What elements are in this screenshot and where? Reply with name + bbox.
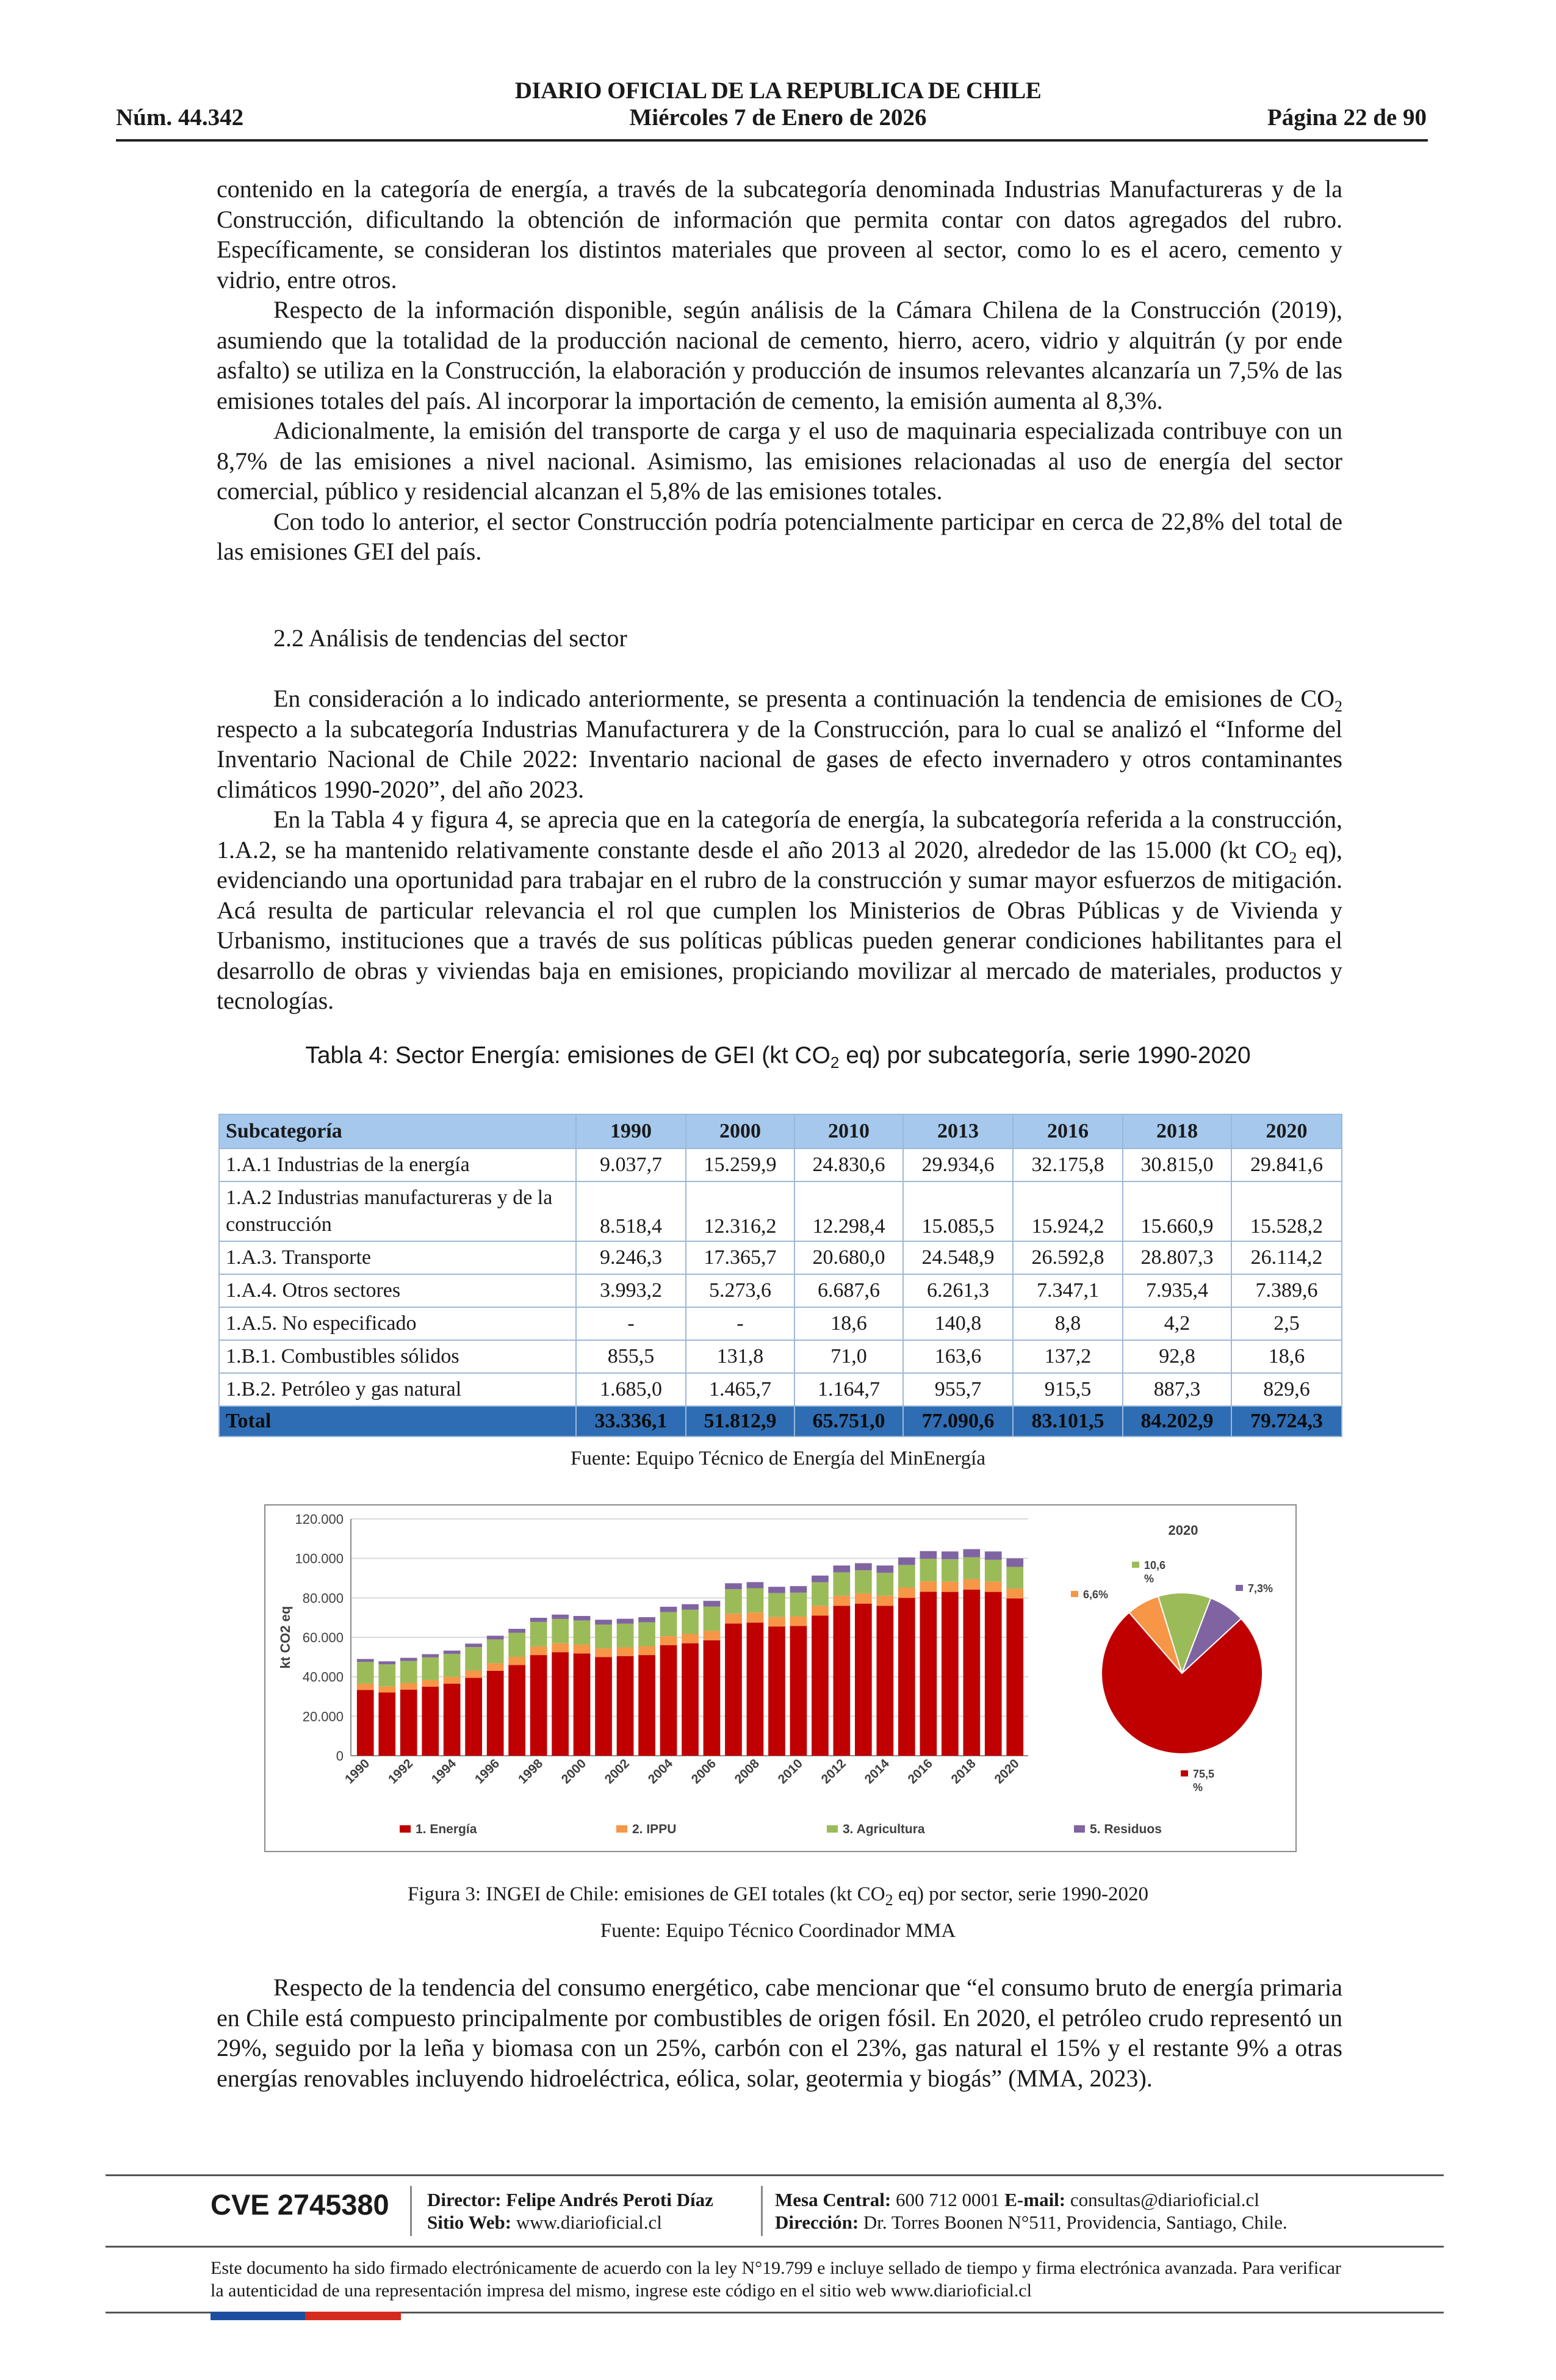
bar-segment	[1006, 1567, 1023, 1589]
x-tick-label: 1990	[342, 1756, 373, 1787]
footer-divider	[106, 2246, 1444, 2248]
bar-segment	[357, 1662, 374, 1684]
pie-legend-swatch	[1071, 1591, 1078, 1597]
bar-segment	[378, 1664, 395, 1686]
bar-segment	[725, 1623, 742, 1756]
bar-segment	[487, 1671, 504, 1756]
bar-segment	[812, 1615, 829, 1756]
legend-swatch	[1074, 1825, 1085, 1833]
total-cell: 65.751,0	[794, 1406, 903, 1437]
table-cell: 137,2	[1013, 1340, 1123, 1373]
x-tick-label: 1998	[515, 1756, 546, 1787]
bar-segment	[444, 1677, 461, 1684]
bar-segment	[1006, 1559, 1023, 1567]
bar-segment	[508, 1657, 525, 1665]
table-cell: 887,3	[1123, 1373, 1231, 1406]
x-tick-label: 2004	[645, 1756, 676, 1787]
table-cell: 140,8	[903, 1307, 1013, 1340]
pie-data-label: 7,3%	[1248, 1582, 1273, 1595]
x-tick-label: 2016	[905, 1756, 935, 1787]
bar-segment	[487, 1635, 504, 1639]
bar-segment	[963, 1590, 981, 1756]
table-cell: 15.528,2	[1231, 1181, 1342, 1241]
footer-contact-block	[775, 2188, 1288, 2234]
table-cell: 92,8	[1123, 1340, 1231, 1373]
table-cell: 24.830,6	[794, 1149, 903, 1181]
table-cell: 829,6	[1231, 1373, 1342, 1406]
x-tick-label: 1992	[385, 1756, 416, 1787]
bar-segment	[660, 1645, 677, 1756]
website-label: Sitio Web:	[427, 2212, 512, 2233]
bar-segment	[660, 1607, 677, 1612]
table-cell: 26.114,2	[1231, 1241, 1342, 1274]
cve-code: CVE 2745380	[211, 2188, 389, 2221]
table-cell: 4,2	[1123, 1307, 1231, 1340]
bar-segment	[574, 1616, 591, 1620]
bar-segment	[985, 1582, 1002, 1592]
director-name: Felipe Andrés Peroti Díaz	[506, 2189, 713, 2210]
publication-title: DIARIO OFICIAL DE LA REPUBLICA DE CHILE	[514, 78, 1042, 104]
y-tick-label: 20.000	[302, 1709, 344, 1725]
paragraph-3: Adicionalmente, la emisión del transporte de carga y el uso de maquinaria especializada contribuye con un 8,7% de las emisiones a nivel nacional. Asimismo, las emisiones relacionadas al uso de energía del sector comercial, público y residencial alcanzan el 5,8% de las emisiones totales.	[217, 417, 1342, 505]
bar-segment	[704, 1631, 721, 1640]
bar-segment	[942, 1551, 959, 1559]
bar-segment	[660, 1636, 677, 1645]
total-cell: 51.812,9	[686, 1406, 794, 1437]
email-label: E-mail:	[1004, 2189, 1066, 2210]
bar-segment	[357, 1659, 374, 1662]
footer-separator	[410, 2186, 412, 2236]
pie-data-label: %	[1193, 1781, 1203, 1794]
table-cell: 12.298,4	[794, 1181, 903, 1241]
emissions-chart	[265, 1506, 1298, 1853]
table-cell: 6.687,6	[794, 1274, 903, 1307]
bar-segment	[855, 1593, 872, 1604]
x-tick-label: 2012	[818, 1756, 849, 1787]
bar-segment	[378, 1661, 395, 1664]
bar-segment	[1006, 1588, 1023, 1598]
paragraph-7: Respecto de la tendencia del consumo energético, cabe mencionar que “el consumo bruto de energía primaria en Chile está compuesto principalmente por combustibles de origen fósil. En 2020, el petróleo crudo representó un 29%, seguido por la leña y biomasa con un 25%, carbón con el 23%, gas natural el 15% y el restante 9% a otras energías renovables incluyendo hidroeléctrica, eólica, solar, geotermia y biogás” (MMA, 2023).	[217, 1974, 1342, 2092]
bar-segment	[378, 1686, 395, 1692]
table-header: 2000	[686, 1114, 794, 1149]
pie-title: 2020	[1168, 1523, 1198, 1538]
table-row	[219, 1274, 1342, 1307]
total-cell: 83.101,5	[1013, 1406, 1123, 1437]
flag-stripe-red	[305, 2312, 401, 2320]
bar-segment	[552, 1619, 569, 1643]
bar-segment	[595, 1620, 612, 1625]
bar-segment	[790, 1626, 807, 1756]
x-tick-label: 2000	[558, 1756, 589, 1787]
footer-director-block	[427, 2188, 713, 2234]
table-cell: 24.548,9	[903, 1241, 1013, 1274]
table-cell: 1.465,7	[686, 1373, 794, 1406]
address-text: Dr. Torres Boonen N°511, Providencia, Santiago, Chile.	[863, 2212, 1288, 2233]
table-cell: 2,5	[1231, 1307, 1342, 1340]
director-label: Director:	[427, 2189, 502, 2210]
y-tick-label: 100.000	[295, 1551, 344, 1567]
bar-segment	[465, 1670, 482, 1678]
x-tick-label: 2014	[862, 1756, 892, 1787]
bar-segment	[530, 1655, 547, 1756]
bar-segment	[638, 1646, 655, 1656]
pie-data-label: 10,6	[1144, 1559, 1166, 1571]
bar-segment	[790, 1586, 807, 1593]
row-label: 1.A.4. Otros sectores	[219, 1274, 576, 1307]
x-tick-label: 2006	[688, 1756, 719, 1787]
bar-segment	[855, 1570, 872, 1593]
bar-segment	[768, 1626, 785, 1756]
bar-segment	[444, 1684, 461, 1756]
total-cell: 77.090,6	[903, 1406, 1013, 1437]
bar-segment	[877, 1606, 894, 1756]
total-label: Total	[219, 1406, 576, 1437]
table-cell: 15.924,2	[1013, 1181, 1123, 1241]
table-cell: -	[686, 1307, 794, 1340]
table-cell: 17.365,7	[686, 1241, 794, 1274]
bar-segment	[574, 1645, 591, 1654]
bar-segment	[898, 1557, 915, 1565]
bar-segment	[400, 1658, 417, 1661]
table-row	[219, 1307, 1342, 1340]
bar-segment	[834, 1565, 851, 1572]
bar-segment	[747, 1582, 764, 1588]
x-tick-label: 2008	[732, 1756, 762, 1787]
phone-number: 600 712 0001	[896, 2189, 1000, 2210]
bar-segment	[920, 1581, 937, 1592]
bar-segment	[747, 1588, 764, 1613]
y-axis-label: kt CO2 eq	[278, 1606, 293, 1669]
figure-source: Fuente: Equipo Técnico Coordinador MMA	[600, 1920, 956, 1942]
table-cell: 12.316,2	[686, 1181, 794, 1241]
paragraph-6: En la Tabla 4 y figura 4, se aprecia que en la categoría de energía, la subcategoría referida a la construcción, 1.A.2, se ha mantenido relativamente constante desde el año 2013 al 2020, alrededor de las 15.000 (kt $CO_2$ eq), evidenciando una oportunidad para trabajar en el rubro de la construcción y sumar mayor esfuerzos de mitigación. Acá resulta de particular relevancia el rol que cumplen los Ministerios de Obras Públicas y de Vivienda y Urbanismo, instituciones que a través de sus políticas públicas pueden generar condiciones habilitantes para el desarrollo de obras y viviendas baja en emisiones, propiciando movilizar al mercado de materiales, productos y tecnologías.	[217, 806, 1342, 1014]
pie-legend-swatch	[1181, 1770, 1188, 1776]
paragraph-4: Con todo lo anterior, el sector Construcción podría potencialmente participar en cerca de 22,8% del total de las emisiones GEI del país.	[217, 507, 1342, 565]
table-row	[219, 1373, 1342, 1406]
bar-segment	[574, 1621, 591, 1645]
bar-segment	[790, 1593, 807, 1617]
table-source: Fuente: Equipo Técnico de Energía del MinEnergía	[571, 1448, 985, 1469]
table-cell: 32.175,8	[1013, 1149, 1123, 1181]
table-cell: 3.993,2	[576, 1274, 686, 1307]
table-cell: 8,8	[1013, 1307, 1123, 1340]
table-cell: 7.389,6	[1231, 1274, 1342, 1307]
figure-caption: Figura 3: INGEI de Chile: emisiones de GEI totales (kt $CO_2$ eq) por sector, serie 1990-2020	[407, 1883, 1149, 1909]
bar-segment	[768, 1587, 785, 1593]
table-cell: 71,0	[794, 1340, 903, 1373]
total-cell: 79.724,3	[1231, 1406, 1342, 1437]
legend-swatch	[616, 1825, 627, 1833]
table-cell: 30.815,0	[1123, 1149, 1231, 1181]
bar-segment	[357, 1684, 374, 1690]
section-heading: 2.2 Análisis de tendencias del sector	[273, 624, 627, 652]
pie-data-label: 6,6%	[1083, 1588, 1109, 1601]
table-cell: 131,8	[686, 1340, 794, 1373]
table-row	[219, 1181, 1342, 1241]
bar-segment	[812, 1606, 829, 1615]
bar-segment	[422, 1680, 439, 1687]
bar-segment	[768, 1617, 785, 1627]
bar-segment	[465, 1643, 482, 1647]
bar-segment	[574, 1654, 591, 1756]
bar-segment	[465, 1678, 482, 1756]
bar-segment	[942, 1592, 959, 1756]
legend-swatch	[400, 1825, 411, 1833]
row-label: 1.A.2 Industrias manufactureras y de la construcción	[219, 1181, 576, 1241]
bar-segment	[400, 1683, 417, 1690]
bar-segment	[508, 1633, 525, 1657]
bar-segment	[444, 1654, 461, 1677]
table-cell: 855,5	[576, 1340, 686, 1373]
table-cell: 915,5	[1013, 1373, 1123, 1406]
row-label: 1.B.1. Combustibles sólidos	[219, 1340, 576, 1373]
bar-segment	[617, 1619, 634, 1624]
email-link[interactable]: consultas@diarioficial.cl	[1070, 2189, 1259, 2210]
table-cell: 26.592,8	[1013, 1241, 1123, 1274]
legend-label: 3. Agricultura	[843, 1822, 925, 1836]
table-cell: 18,6	[1231, 1340, 1342, 1373]
table-cell: 9.037,7	[576, 1149, 686, 1181]
bar-segment	[963, 1579, 981, 1590]
legend-label: 2. IPPU	[632, 1822, 677, 1836]
table-header: 2010	[794, 1114, 903, 1149]
y-tick-label: 120.000	[295, 1512, 344, 1527]
paragraph-1: contenido en la categoría de energía, a través de la subcategoría denominada Industrias Manufactureras y de la Construcción, dificultando la obtención de información que permita contar con datos agregados del rubro. Específicamente, se consideran los distintos materiales que proveen al sector, como lo es el acero, cemento y vidrio, entre otros.	[217, 175, 1342, 294]
x-tick-label: 2020	[992, 1756, 1022, 1787]
bar-segment	[942, 1582, 959, 1592]
bar-segment	[834, 1606, 851, 1756]
bar-segment	[595, 1648, 612, 1657]
legend-label: 1. Energía	[416, 1822, 477, 1836]
bar-segment	[704, 1607, 721, 1631]
bar-segment	[617, 1624, 634, 1648]
table-cell: 28.807,3	[1123, 1241, 1231, 1274]
website-link[interactable]: www.diarioficial.cl	[516, 2212, 662, 2233]
bar-segment	[617, 1648, 634, 1656]
bar-segment	[357, 1690, 374, 1756]
row-label: 1.B.2. Petróleo y gas natural	[219, 1373, 576, 1406]
bar-segment	[747, 1623, 764, 1756]
row-label: 1.A.5. No especificado	[219, 1307, 576, 1340]
bar-segment	[682, 1604, 699, 1610]
table-cell: 18,6	[794, 1307, 903, 1340]
table-cell: 7.347,1	[1013, 1274, 1123, 1307]
bar-segment	[985, 1592, 1002, 1756]
flag-stripe-blue	[211, 2312, 305, 2320]
bar-segment	[725, 1589, 742, 1614]
table-cell: 163,6	[903, 1340, 1013, 1373]
body-text-trends	[217, 683, 1342, 1016]
bar-segment	[508, 1665, 525, 1756]
footer-separator	[761, 2186, 763, 2236]
table-cell: 15.259,9	[686, 1149, 794, 1181]
table-cell: 1.685,0	[576, 1373, 686, 1406]
phone-label: Mesa Central:	[775, 2189, 891, 2210]
pie-legend-swatch	[1132, 1562, 1139, 1568]
bar-segment	[898, 1598, 915, 1756]
emissions-chart-frame	[264, 1504, 1297, 1852]
footer-divider	[106, 2174, 1444, 2176]
bar-segment	[1006, 1598, 1023, 1756]
pie-data-label: %	[1144, 1573, 1154, 1585]
x-tick-label: 2018	[948, 1756, 979, 1787]
table-cell: 20.680,0	[794, 1241, 903, 1274]
table-cell: 6.261,3	[903, 1274, 1013, 1307]
pie-legend-swatch	[1236, 1585, 1243, 1591]
table-header: 2016	[1013, 1114, 1123, 1149]
paragraph-2: Respecto de la información disponible, según análisis de la Cámara Chilena de la Construcción (2019), asumiendo que la totalidad de la producción nacional de cemento, hierro, acero, vidrio y alquitrán (y por ende asfalto) se utiliza en la Construcción, la elaboración y producción de insumos relevantes alcanzaría un 7,5% de las emisiones totales del país. Al incorporar la importación de cemento, la emisión aumenta al 8,3%.	[217, 296, 1342, 414]
table-row	[219, 1340, 1342, 1373]
total-cell: 33.336,1	[576, 1406, 686, 1437]
bar-segment	[422, 1687, 439, 1756]
body-text-energy	[217, 1972, 1342, 2093]
bar-segment	[682, 1643, 699, 1756]
header-divider	[116, 139, 1428, 142]
table-header: 2013	[903, 1114, 1013, 1149]
bar-segment	[530, 1622, 547, 1646]
bar-segment	[768, 1593, 785, 1617]
bar-segment	[595, 1657, 612, 1756]
table-caption: Tabla 4: Sector Energía: emisiones de GEI (kt $CO_2$ eq) por subcategoría, serie 1990-2020	[305, 1042, 1251, 1072]
bar-segment	[747, 1612, 764, 1623]
bar-segment	[444, 1651, 461, 1654]
table-cell: 9.246,3	[576, 1241, 686, 1274]
row-label: 1.A.3. Transporte	[219, 1241, 576, 1274]
table-header: Subcategoría	[219, 1114, 576, 1149]
page-number: Página 22 de 90	[1267, 104, 1427, 131]
bar-segment	[487, 1640, 504, 1664]
bar-segment	[530, 1646, 547, 1655]
bar-segment	[617, 1656, 634, 1756]
y-tick-label: 60.000	[302, 1630, 344, 1645]
table-cell: 29.841,6	[1231, 1149, 1342, 1181]
table-cell: 1.164,7	[794, 1373, 903, 1406]
bar-segment	[552, 1652, 569, 1756]
bar-segment	[834, 1596, 851, 1606]
x-tick-label: 1994	[428, 1756, 459, 1787]
bar-segment	[963, 1549, 981, 1557]
bar-segment	[595, 1625, 612, 1648]
address-label: Dirección:	[775, 2212, 859, 2233]
bar-segment	[487, 1663, 504, 1671]
x-tick-label: 1996	[472, 1756, 503, 1787]
bar-segment	[400, 1661, 417, 1683]
table-total-row	[219, 1406, 1342, 1437]
bar-segment	[920, 1592, 937, 1756]
bar-segment	[378, 1693, 395, 1756]
paragraph-5: En consideración a lo indicado anteriormente, se presenta a continuación la tendencia de emisiones de $CO_2$ respecto a la subcategoría Industrias Manufacturera y de la Construcción, para lo cual se analizó el “Informe del Inventario Nacional de Chile 2022: Inventario nacional de gases de efecto invernadero y otros contaminantes climáticos 1990-2020”, del año 2023.	[217, 685, 1342, 803]
legend-label: 5. Residuos	[1090, 1822, 1162, 1836]
table-cell: 5.273,6	[686, 1274, 794, 1307]
table-cell: 15.085,5	[903, 1181, 1013, 1241]
bar-segment	[682, 1634, 699, 1643]
bar-segment	[704, 1640, 721, 1756]
bar-segment	[855, 1563, 872, 1571]
table-row	[219, 1149, 1342, 1181]
bar-segment	[985, 1560, 1002, 1582]
bar-segment	[877, 1565, 894, 1573]
x-tick-label: 2002	[602, 1756, 633, 1787]
bar-segment	[877, 1596, 894, 1606]
bar-segment	[898, 1565, 915, 1587]
bar-segment	[465, 1647, 482, 1670]
legend-swatch	[827, 1825, 838, 1833]
bar-segment	[812, 1576, 829, 1582]
bar-segment	[638, 1655, 655, 1756]
bar-segment	[638, 1617, 655, 1622]
bar-segment	[985, 1551, 1002, 1560]
pie-data-label: 75,5	[1193, 1768, 1215, 1780]
table-cell: -	[576, 1307, 686, 1340]
bar-segment	[855, 1604, 872, 1756]
row-label: 1.A.1 Industrias de la energía	[219, 1149, 576, 1181]
bar-segment	[400, 1690, 417, 1756]
table-row	[219, 1241, 1342, 1274]
issue-number: Núm. 44.342	[116, 104, 244, 131]
body-text-intro	[217, 174, 1342, 567]
bar-segment	[530, 1618, 547, 1622]
bar-segment	[704, 1601, 721, 1606]
bar-segment	[552, 1615, 569, 1619]
y-tick-label: 0	[336, 1748, 344, 1764]
bar-segment	[920, 1551, 937, 1559]
table-header-row	[219, 1114, 1342, 1149]
bar-segment	[812, 1582, 829, 1606]
bar-segment	[422, 1657, 439, 1680]
bar-segment	[942, 1559, 959, 1582]
bar-segment	[834, 1573, 851, 1596]
bar-segment	[877, 1573, 894, 1596]
bar-segment	[725, 1583, 742, 1589]
bar-segment	[638, 1622, 655, 1646]
bar-segment	[508, 1629, 525, 1633]
emissions-table	[218, 1114, 1341, 1437]
bar-segment	[790, 1617, 807, 1626]
bar-segment	[660, 1612, 677, 1636]
table-cell: 955,7	[903, 1373, 1013, 1406]
y-tick-label: 40.000	[302, 1669, 344, 1685]
bar-segment	[963, 1557, 981, 1579]
table-cell: 8.518,4	[576, 1181, 686, 1241]
bar-segment	[682, 1610, 699, 1634]
bar-segment	[552, 1643, 569, 1653]
issue-date: Miércoles 7 de Enero de 2026	[629, 104, 927, 131]
table-header: 1990	[576, 1114, 686, 1149]
y-tick-label: 80.000	[302, 1590, 344, 1606]
table-cell: 15.660,9	[1123, 1181, 1231, 1241]
bar-segment	[898, 1588, 915, 1598]
table-header: 2018	[1123, 1114, 1231, 1149]
bar-segment	[725, 1614, 742, 1623]
bar-segment	[422, 1654, 439, 1657]
bar-segment	[920, 1559, 937, 1581]
table-cell: 29.934,6	[903, 1149, 1013, 1181]
table-header: 2020	[1231, 1114, 1342, 1149]
legal-notice: Este documento ha sido firmado electrónicamente de acuerdo con la ley N°19.799 e incluye sellado de tiempo y firma electrónica avanzada. Para verificar la autenticidad de una representación impresa del mismo, ingrese este código en el sitio web www.diarioficial.cl	[211, 2258, 1341, 2301]
table-cell: 7.935,4	[1123, 1274, 1231, 1307]
x-tick-label: 2010	[775, 1756, 805, 1787]
total-cell: 84.202,9	[1123, 1406, 1231, 1437]
